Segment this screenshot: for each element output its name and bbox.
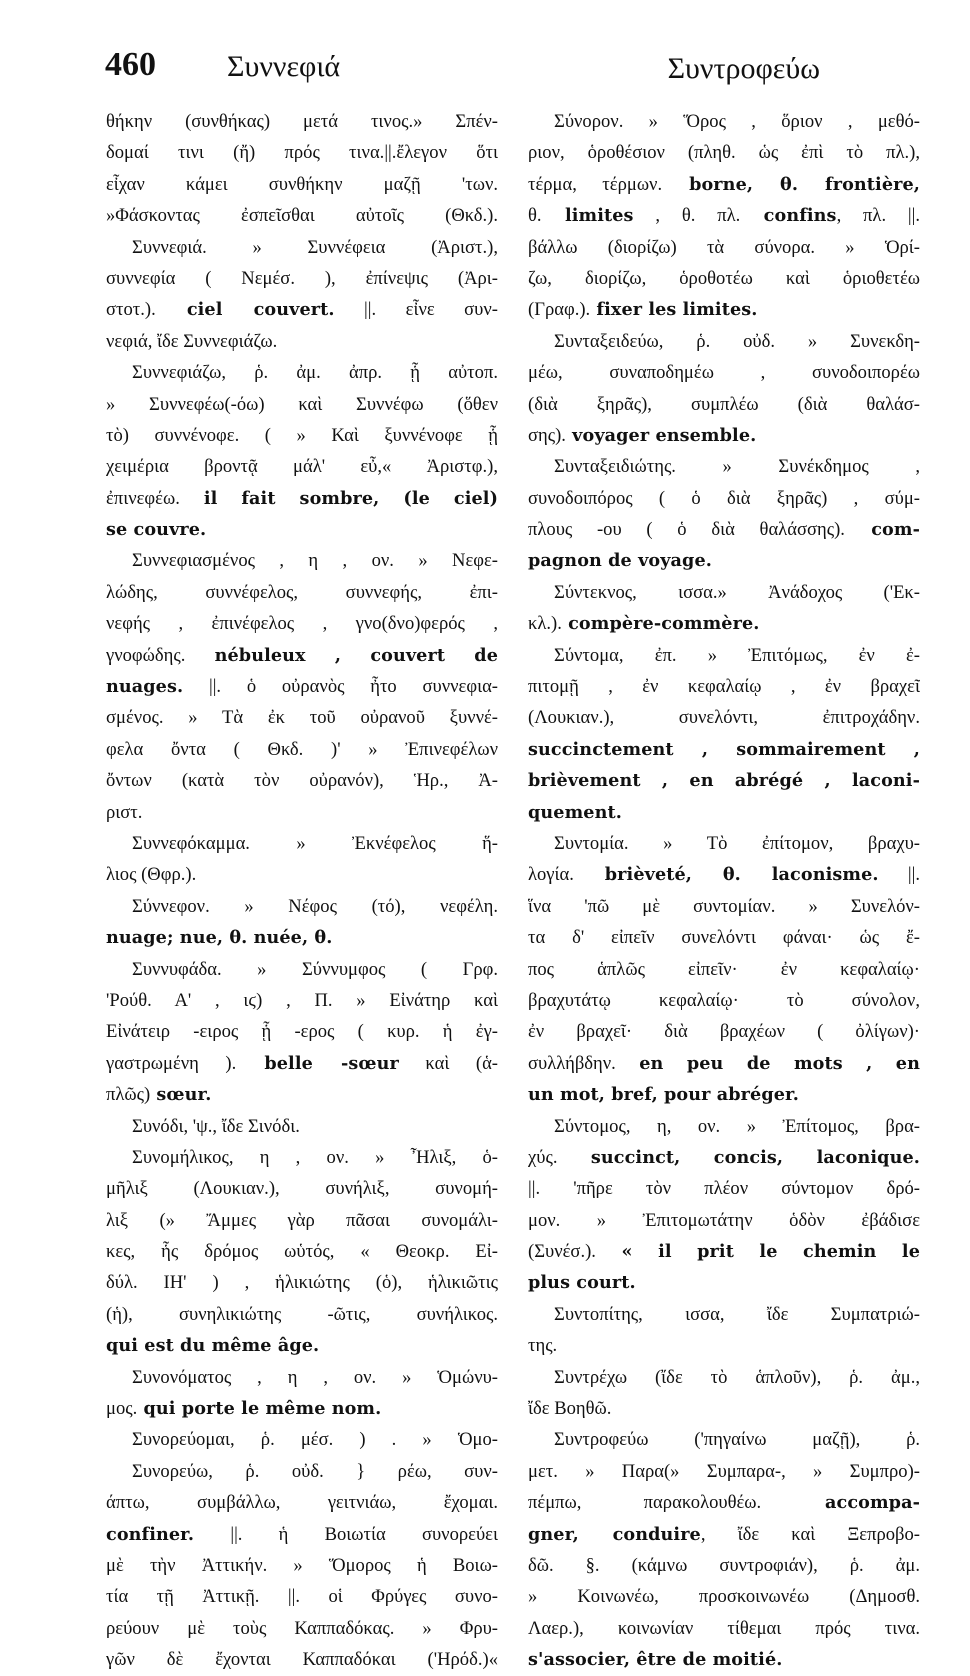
text-line [106, 859, 498, 890]
text-line [106, 922, 498, 953]
text-line [106, 765, 498, 796]
text-line [106, 137, 498, 168]
greek-text: ἐν βραχεῖ· διὰ βραχέων ( ὀλίγων)· [528, 1021, 920, 1043]
greek-text: σης). [528, 424, 566, 446]
greek-text: Συννεφόκαμμα. » Ἐκνέφελος ἥ- [132, 832, 498, 854]
greek-text: πλους -ου ( ὁ διὰ θαλάσσης). [528, 519, 845, 541]
text-line [528, 357, 920, 388]
text-line [528, 891, 920, 922]
french-translation: en peu de mots , en [615, 1052, 920, 1074]
text-line [528, 1613, 920, 1644]
text-line [106, 1393, 498, 1424]
greek-text: νεφιά, ἴδε Συννεφιάζω. [106, 330, 278, 352]
text-line [106, 954, 498, 985]
text-line [528, 922, 920, 953]
text-line [106, 1267, 498, 1298]
french-translation: gner, conduire [528, 1523, 701, 1545]
french-translation: confins [740, 205, 837, 227]
greek-text: ||. ὁ οὐρανὸς ἦτο συννεφια- [183, 676, 498, 698]
text-line [106, 1048, 498, 1079]
greek-text: δῶ. §. (κάμνω συντροφιάν), ῥ. ἀμ. [528, 1554, 920, 1576]
french-translation: ciel couvert. [155, 299, 335, 321]
greek-text: λιξ (» Ἄμμες γὰρ πᾶσαι συνομάλι- [106, 1209, 498, 1231]
greek-text: καὶ (ἁ- [398, 1052, 498, 1074]
greek-text: μον. » Ἐπιτομωτάτην ὁδὸν ἐβάδισε [528, 1209, 920, 1231]
text-line [528, 294, 920, 325]
greek-text: τία τῇ Ἀττικῇ. ||. οἱ Φρύγες συνο- [106, 1586, 498, 1608]
greek-text: ρεύουν μὲ τοὺς Καππαδόκας. » Φρυ- [106, 1617, 498, 1639]
text-line [528, 263, 920, 294]
greek-text: Συντομία. » Τὸ ἐπίτομον, βραχυ- [554, 832, 920, 854]
greek-text: της. [528, 1335, 558, 1357]
greek-text: , πλ. ||. [836, 205, 920, 227]
greek-text: Συννεφιασμένος , η , ον. » Νεφε- [132, 550, 498, 572]
greek-text: δύλ. ΙΗ' ) , ἡλικιώτης (ὁ), ἡλικιῶτις [106, 1272, 498, 1294]
greek-text: Εἰνάτειρ -ειρος ᾗ -ερος ( κυρ. ἡ ἐγ- [106, 1021, 498, 1043]
french-translation: com- [844, 519, 920, 541]
french-translation: qui est du même âge. [106, 1335, 320, 1357]
text-line [528, 859, 920, 890]
greek-text: Σύντομα, ἐπ. » Ἐπιτόμως, ἐν ἐ- [554, 644, 920, 666]
greek-text: πος ἁπλῶς εἰπεῖν· ἐν κεφαλαίῳ· [528, 958, 920, 980]
text-line [106, 106, 498, 137]
greek-text: (ἡ), συνηλικιώτης -ῶτις, συνήλικος. [106, 1303, 498, 1325]
greek-text: » Κοινωνέω, προσκοινωνέω (Δημοσθ. [528, 1586, 920, 1608]
text-line [106, 1644, 498, 1675]
text-line [528, 954, 920, 985]
french-translation: sœur. [150, 1084, 212, 1106]
left-column [106, 106, 498, 1676]
greek-text: Συννυφάδα. » Σύννυμφος ( Γρφ. [132, 958, 498, 980]
text-line [528, 1111, 920, 1142]
text-line [528, 1299, 920, 1330]
text-line [106, 451, 498, 482]
french-translation: pagnon de voyage. [528, 550, 712, 572]
text-line [106, 797, 498, 828]
greek-text: συλλήβδην. [528, 1052, 616, 1074]
text-line [528, 1550, 920, 1581]
text-line [106, 828, 498, 859]
text-line [106, 608, 498, 639]
french-translation: un mot, bref, pour abréger. [528, 1084, 799, 1106]
greek-text: Συνορεύομαι, ῥ. μέσ. ) . » Ὁμο- [132, 1429, 498, 1451]
text-line [528, 483, 920, 514]
text-line [528, 326, 920, 357]
text-line [528, 389, 920, 420]
text-line [528, 1393, 920, 1424]
greek-text: ||. ἡ Βοιωτία συνορεύει [194, 1523, 498, 1545]
text-line [528, 514, 920, 545]
text-line [106, 1299, 498, 1330]
french-translation: il fait sombre, (le ciel) [179, 487, 498, 509]
text-line [528, 1424, 920, 1455]
text-line [106, 1330, 498, 1361]
greek-text: ἴδε Βοηθῶ. [528, 1398, 612, 1420]
greek-text: λογία. [528, 864, 574, 886]
text-line [106, 1079, 498, 1110]
greek-text: μέω, συναποδημέω , συνοδοιπορέω [528, 362, 920, 384]
text-line [106, 671, 498, 702]
french-translation: voyager ensemble. [565, 424, 757, 446]
greek-text: 'Ρούθ. Α' , ιϛ) , Π. » Εἰνάτηρ καὶ [106, 989, 498, 1011]
greek-text: » Συννεφέω(-όω) καὶ Συννέφω (ὅθεν [106, 393, 498, 415]
french-translation: succinctement , sommairement , [528, 738, 920, 760]
text-line [528, 1236, 920, 1267]
greek-text: πιτομῇ , ἐν κεφαλαίῳ , ἐν βραχεῖ [528, 676, 920, 698]
text-line [106, 169, 498, 200]
greek-text: Σύνορον. » Ὅρος , ὅριον , μεθό- [554, 111, 920, 132]
text-line [528, 577, 920, 608]
text-line [106, 294, 498, 325]
greek-text: Συνταξειδιώτης. » Συνέκδημος , [554, 456, 920, 478]
greek-text: χύς. [528, 1146, 558, 1168]
text-line [528, 1644, 920, 1675]
greek-text: Λαερ.), κοινωνίαν τίθεμαι πρός τινα. [528, 1617, 920, 1639]
text-line [528, 734, 920, 765]
french-translation: nébuleux , couvert de [185, 644, 498, 666]
text-line [106, 263, 498, 294]
greek-text: , θ. πλ. [633, 205, 741, 227]
text-line [528, 1142, 920, 1173]
text-line [528, 1330, 920, 1361]
greek-text: μος. [106, 1398, 138, 1420]
text-line [106, 1613, 498, 1644]
greek-text: γνοφώδης. [106, 644, 186, 666]
greek-text: ||. εἶνε συν- [334, 299, 498, 321]
greek-text: μῆλιξ (Λουκιαν.), συνήλιξ, συνομή- [106, 1178, 498, 1200]
greek-text: μετ. » Παρα(» Συμπαρα-, » Συμπρο)- [528, 1460, 920, 1482]
french-translation: « il prit le chemin le [595, 1241, 920, 1263]
text-line [528, 828, 920, 859]
french-translation: fixer les limites. [590, 299, 758, 321]
text-line [528, 1581, 920, 1612]
text-line [528, 169, 920, 200]
greek-text: κλ.). [528, 613, 562, 635]
greek-text: λώδης, συννέφελος, συννεφής, ἐπι- [106, 581, 498, 603]
french-translation: quement. [528, 801, 622, 823]
greek-text: τὸ) συννένοφε. ( » Καὶ ξυννένοφε ᾗ [106, 424, 498, 446]
right-column [528, 106, 920, 1676]
text-line [106, 985, 498, 1016]
greek-text: θ. [528, 205, 542, 227]
french-translation: confiner. [106, 1523, 195, 1545]
greek-text: Συντροφεύω ('πηγαίνω μαζῇ), ῥ. [554, 1429, 920, 1451]
text-line [528, 545, 920, 576]
greek-text: , ἴδε καὶ Ξεπροβο- [700, 1523, 920, 1545]
french-translation: accompa- [761, 1492, 920, 1514]
greek-text: Συνομήλικος, η , ον. » Ἦλιξ, ὁ- [132, 1146, 498, 1168]
greek-text: μὲ τὴν Ἀττικήν. » Ὅμορος ἡ Βοιω- [106, 1554, 498, 1576]
text-line [528, 106, 920, 137]
text-line [528, 1456, 920, 1487]
greek-text: Συνονόματος , η , ον. » Ὁμώνυ- [132, 1366, 498, 1388]
text-line [528, 640, 920, 671]
text-line [106, 1581, 498, 1612]
text-line [528, 451, 920, 482]
page-header [105, 46, 910, 96]
french-translation: se couvre. [106, 519, 207, 541]
greek-text: δομαί τινι (ἤ) πρός τινα.||.ἔλεγον ὅτι [106, 142, 498, 164]
text-line [106, 420, 498, 451]
greek-text: Συντρέχω (ἴδε τὸ ἁπλοῦν), ῥ. ἀμ., [554, 1366, 920, 1388]
text-line [528, 1267, 920, 1298]
greek-text: βραχυτάτῳ κεφαλαίῳ· τὸ σύνολον, [528, 989, 920, 1011]
greek-text: (Συνέσ.). [528, 1241, 596, 1263]
greek-text: Συντοπίτης, ισσα, ἴδε Συμπατριώ- [554, 1303, 920, 1325]
greek-text: Συνταξειδεύω, ῥ. οὐδ. » Συνεκδη- [554, 330, 920, 352]
text-line [106, 483, 498, 514]
text-line [528, 1205, 920, 1236]
greek-text: εἶχαν κάμει συνθήκην μαζῇ 'των. [106, 173, 498, 195]
text-line [106, 1456, 498, 1487]
greek-text: (Λουκιαν.), συνελόντι, ἐπιτροχάδην. [528, 707, 920, 729]
greek-text: πέμπω, παρακολουθέω. [528, 1492, 762, 1514]
greek-text: φελα ὄντα ( Θκδ. )' » Ἐπινεφέλων [106, 738, 498, 760]
greek-text: Συννεφιά. » Συννέφεια (Ἀριστ.), [132, 236, 498, 258]
french-translation: succinct, concis, laconique. [557, 1146, 920, 1168]
french-translation: belle -sœur [236, 1052, 399, 1074]
text-line [528, 420, 920, 451]
text-line [528, 1173, 920, 1204]
french-translation: qui porte le même nom. [137, 1398, 382, 1420]
greek-text: στοτ.). [106, 299, 156, 321]
greek-text: ||. [878, 864, 920, 886]
text-line [106, 326, 498, 357]
greek-text: χειμέρια βροντᾷ μάλ' εὖ,« Ἀριστφ.), [106, 456, 498, 478]
text-line [106, 1550, 498, 1581]
greek-text: κες, ἧς δρόμος ωὑτός, « Θεοκρ. Εἰ- [106, 1241, 498, 1263]
text-line [528, 137, 920, 168]
text-line [106, 545, 498, 576]
text-line [106, 389, 498, 420]
greek-text: Σύντομος, η, ον. » Ἐπίτομος, βρα- [554, 1115, 920, 1137]
text-line [106, 357, 498, 388]
greek-text: τέρμα, τέρμων. [528, 173, 663, 195]
greek-text: πλῶς) [106, 1084, 151, 1106]
greek-text: ἐπινεφέω. [106, 487, 180, 509]
greek-text: ὄντων (κατὰ τὸν οὐρανόν), Ἡρ., Ἀ- [106, 770, 498, 792]
text-line [528, 797, 920, 828]
french-translation: plus court. [528, 1272, 636, 1294]
text-line [106, 1205, 498, 1236]
text-line [106, 702, 498, 733]
text-line [106, 200, 498, 231]
text-line [528, 702, 920, 733]
text-line [106, 1173, 498, 1204]
text-line [528, 671, 920, 702]
greek-text: άπτω, συμβάλλω, γειτνιάω, ἔχομαι. [106, 1492, 498, 1514]
text-line [106, 1016, 498, 1047]
text-line [528, 1079, 920, 1110]
greek-text: νεφής , ἐπινέφελος , γνο(δνο)φερός , [106, 613, 498, 635]
text-line [106, 891, 498, 922]
french-translation: nuages. [106, 676, 184, 698]
greek-text: ζω, διορίζω, ὁροθοτέω καὶ ὁριοθετέω [528, 267, 920, 289]
text-line [106, 734, 498, 765]
greek-text: ἵνα 'πῶ μὲ συντομίαν. » Συνελόν- [528, 895, 920, 917]
text-line [528, 1519, 920, 1550]
text-line [528, 1048, 920, 1079]
text-line [106, 1111, 498, 1142]
greek-text: σμένος. » Τὰ ἐκ τοῦ οὐρανοῦ ξυννέ- [106, 707, 498, 729]
greek-text: γῶν δὲ ἔχονται Καππαδόκαι ('Ηρόδ.)« [106, 1649, 498, 1671]
text-line [528, 1016, 920, 1047]
text-line [106, 1519, 498, 1550]
greek-text: Συννεφιάζω, ῥ. ἀμ. ἀπρ. ᾗ αὐτοπ. [132, 362, 498, 384]
french-translation: s'associer, être de moitié. [528, 1649, 783, 1671]
text-line [528, 608, 920, 639]
french-translation: limites [541, 205, 634, 227]
greek-text: γαστρωμένη ). [106, 1052, 237, 1074]
text-line [528, 1362, 920, 1393]
greek-text: ||. 'πῆρε τὸν πλέον σύντομον δρό- [528, 1178, 920, 1200]
greek-text: Σύντεκνος, ισσα.» Ἀνάδοχος ('Εκ- [554, 581, 920, 603]
running-head-left: Συννεφιά [227, 50, 341, 83]
greek-text: Σύννεφον. » Νέφος (τό), νεφέλη. [132, 895, 498, 917]
greek-text: συνοδοιπόρος ( ὁ διὰ ξηρᾶς) , σύμ- [528, 487, 920, 509]
text-line [528, 1487, 920, 1518]
greek-text: Συνορεύω, ῥ. οὐδ. } ρέω, συν- [132, 1460, 498, 1482]
greek-text: Συνόδι, 'ψ., ἴδε Σινόδι. [132, 1115, 300, 1137]
text-line [106, 232, 498, 263]
text-line [106, 1487, 498, 1518]
greek-text: (Γραφ.). [528, 299, 591, 321]
text-line [528, 200, 920, 231]
text-line [106, 1142, 498, 1173]
french-translation: compère-commère. [561, 613, 760, 635]
french-translation: nuage; nue, θ. nuée, θ. [106, 927, 333, 949]
greek-text: θήκην (συνθήκας) μετά τινος.» Σπέν- [106, 111, 498, 132]
text-line [106, 514, 498, 545]
page-number: 460 [105, 46, 156, 83]
french-translation: brièveté, θ. laconisme. [573, 864, 879, 886]
running-head-right: Συντροφεύω [667, 52, 820, 85]
text-line [106, 1236, 498, 1267]
greek-text: συννεφία ( Νεμέσ. ), ἐπίνεψις (Ἀρι- [106, 267, 498, 289]
text-line [106, 577, 498, 608]
text-line [106, 1424, 498, 1455]
greek-text: »Φάσκοντας ἐσπεῖσθαι αὐτοῖς (Θκδ.). [106, 205, 498, 227]
text-line [528, 232, 920, 263]
text-line [106, 1362, 498, 1393]
greek-text: βάλλω (διορίζω) τὰ σύνορα. » Ὁρί- [528, 236, 920, 258]
french-translation: borne, θ. frontière, [662, 173, 920, 195]
greek-text: τα δ' εἰπεῖν συνελόντι φάναι· ὡς ἔ- [528, 927, 920, 949]
text-line [106, 640, 498, 671]
greek-text: λιος (Θφρ.). [106, 864, 197, 886]
greek-text: ριστ. [106, 801, 143, 823]
french-translation: brièvement , en abrégé , laconi- [528, 770, 920, 792]
greek-text: ριον, ὁροθέσιον (πληθ. ὡς ἐπὶ τὸ πλ.), [528, 142, 920, 164]
text-line [528, 985, 920, 1016]
text-line [528, 765, 920, 796]
greek-text: (διὰ ξηρᾶς), συμπλέω (διὰ θαλάσ- [528, 393, 920, 415]
